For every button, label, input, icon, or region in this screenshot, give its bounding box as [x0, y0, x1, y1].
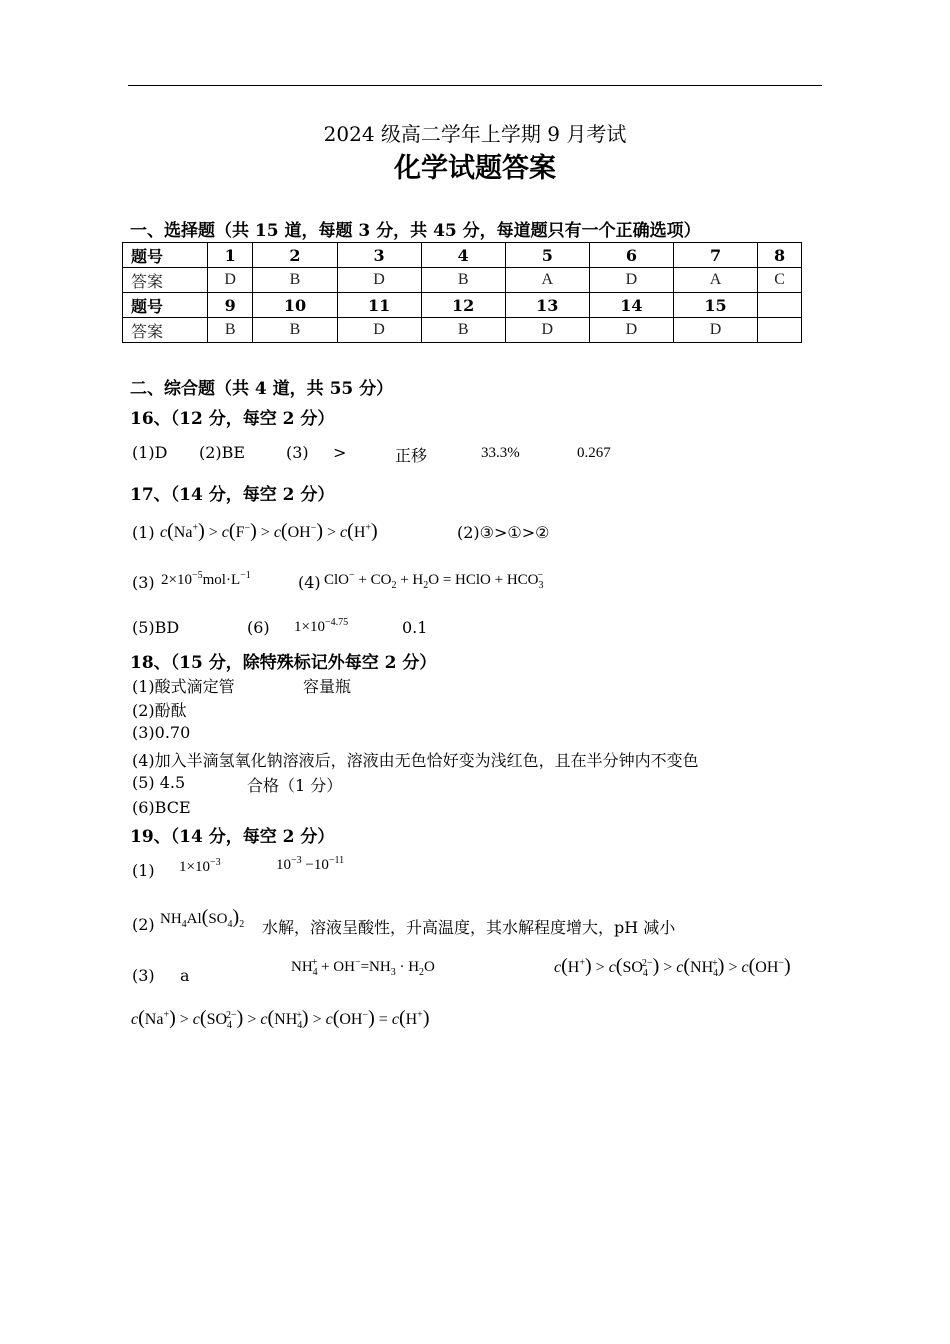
- q18-part4: (4)加入半滴氢氧化钠溶液后，溶液由无色恰好变为浅红色，且在半分钟内不变色: [132, 751, 699, 770]
- q18-part3: (3)0.70: [132, 723, 191, 742]
- q18-heading: 18、（15 分，除特殊标记外每空 2 分）: [130, 653, 437, 673]
- table-row: [123, 268, 802, 293]
- q19-part3-label: (3): [132, 966, 155, 985]
- q18-part5b: 合格（1 分）: [247, 776, 343, 795]
- q19-part1-label: (1): [132, 861, 155, 880]
- question-number: 11: [337, 293, 421, 318]
- q18-part6: (6)BCE: [132, 798, 191, 817]
- exam-title: 2024 级高二学年上学期 9 月考试: [323, 122, 627, 146]
- q16-part3-shift: 正移: [395, 446, 428, 465]
- q17-part3-label: (3): [132, 573, 155, 592]
- q16-heading: 16、（12 分，每空 2 分）: [130, 409, 335, 429]
- q16-part1: (1)D: [132, 443, 168, 462]
- question-number: 10: [253, 293, 337, 318]
- answer-cell: A: [505, 268, 589, 293]
- table-row: [123, 293, 802, 318]
- q19-part2-label: (2): [132, 915, 155, 934]
- answer-cell: B: [253, 318, 337, 343]
- q17-part5: (5)BD: [132, 618, 180, 637]
- q17-heading: 17、（14 分，每空 2 分）: [130, 485, 335, 505]
- q18-part2: (2)酚酞: [132, 701, 187, 720]
- q17-part6-formula: $1\times 10^{-4.75}$: [294, 617, 349, 635]
- question-number: 4: [421, 243, 505, 268]
- answer-cell: B: [421, 268, 505, 293]
- answer-cell: B: [253, 268, 337, 293]
- top-rule: [128, 85, 822, 86]
- question-number: 3: [337, 243, 421, 268]
- q19-part1-formula-b: $10^{-3} -10^{-11}$: [276, 855, 345, 873]
- section1-heading: 一、选择题（共 15 道，每题 3 分，共 45 分，每道题只有一个正确选项）: [130, 221, 701, 241]
- question-number: 5: [505, 243, 589, 268]
- question-number: [758, 293, 802, 318]
- answer-cell: [758, 318, 802, 343]
- q17-part3-formula: $2\times 10^{-5}mol\cdot L^{-1}$: [161, 570, 251, 588]
- q17-part1-label: (1): [132, 523, 155, 542]
- question-number: 6: [589, 243, 673, 268]
- q16-part4: 33.3%: [481, 445, 520, 461]
- answer-cell: D: [673, 318, 757, 343]
- answer-cell: A: [673, 268, 757, 293]
- q18-part1a: (1)酸式滴定管: [132, 677, 235, 696]
- q16-part3-label: (3): [286, 443, 309, 462]
- question-number: 9: [208, 293, 253, 318]
- q17-part6-value: 0.1: [402, 618, 428, 637]
- q19-part3-order-a: $c(H^+) > c(SO_4^{2-}) > c(NH_4^+) > c(OH^-)$: [554, 955, 791, 980]
- answer-cell: C: [758, 268, 802, 293]
- q16-part3-sign: >: [333, 443, 347, 462]
- answer-table: [122, 242, 802, 343]
- q18-part1b: 容量瓶: [303, 677, 352, 696]
- answer-cell: B: [208, 318, 253, 343]
- row-label: 题号: [123, 243, 208, 268]
- answer-cell: D: [589, 318, 673, 343]
- q17-part2: (2)③>①>②: [457, 523, 550, 542]
- row-label: 题号: [123, 293, 208, 318]
- answer-cell: B: [421, 318, 505, 343]
- q17-part6-label: (6): [247, 618, 270, 637]
- table-row: [123, 318, 802, 343]
- q19-part1-formula-a: $1\times 10^{-3}$: [179, 857, 221, 875]
- q16-part5: 0.267: [577, 445, 611, 461]
- q18-part5a: (5) 4.5: [132, 773, 186, 792]
- row-label: 答案: [123, 268, 208, 293]
- question-number: 8: [758, 243, 802, 268]
- q17-part4-label: (4): [298, 573, 321, 592]
- q17-part4-formula: $ClO^- + CO_2 + H_2O$ = HClO + $HCO_3^-$: [324, 570, 544, 591]
- q16-part2: (2)BE: [199, 443, 246, 462]
- q19-part3-equation: $NH_4^+ + OH^-=NH_3 \cdot H_2O$: [291, 957, 435, 978]
- answer-cell: D: [337, 268, 421, 293]
- answer-cell: D: [208, 268, 253, 293]
- question-number: 14: [589, 293, 673, 318]
- question-number: 15: [673, 293, 757, 318]
- q17-part1-formula: c(Na+) > c(F−) > c(OH−) > c(H+): [160, 520, 378, 542]
- answer-cell: D: [589, 268, 673, 293]
- question-number: 13: [505, 293, 589, 318]
- q19-part3-answer: a: [180, 966, 190, 985]
- q19-heading: 19、（14 分，每空 2 分）: [130, 827, 335, 847]
- row-label: 答案: [123, 318, 208, 343]
- answer-cell: D: [337, 318, 421, 343]
- page-title: 化学试题答案: [394, 153, 556, 184]
- question-number: 2: [253, 243, 337, 268]
- question-number: 1: [208, 243, 253, 268]
- q19-part2-text: 水解，溶液呈酸性，升高温度，其水解程度增大，pH 减小: [262, 918, 676, 937]
- table-row: [123, 243, 802, 268]
- q19-part2-formula: $NH_4Al(SO_4)_2$: [160, 906, 245, 930]
- answer-cell: D: [505, 318, 589, 343]
- question-number: 7: [673, 243, 757, 268]
- question-number: 12: [421, 293, 505, 318]
- q19-part3-order-b: $c(Na^+) > c(SO_4^{2-}) > c(NH_4^+) > c(OH^-) = c(H^+)$: [131, 1007, 430, 1032]
- section2-heading: 二、综合题（共 4 道，共 55 分）: [130, 379, 394, 399]
